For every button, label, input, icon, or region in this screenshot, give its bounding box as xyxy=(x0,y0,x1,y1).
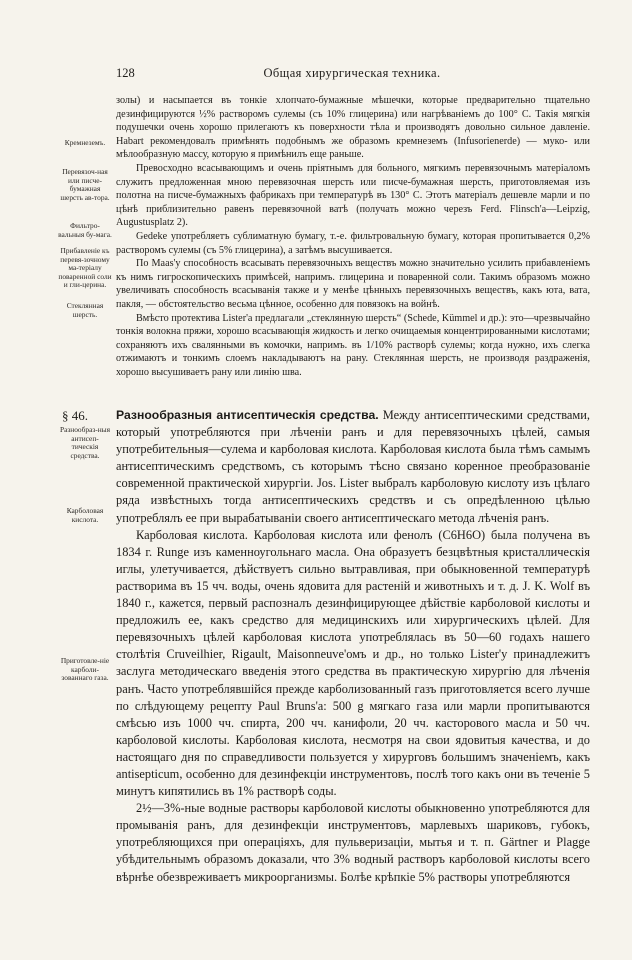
main-paragraph xyxy=(116,800,590,885)
margin-note-prigot: Приготовле-ніе карболи-зованнаго газа. xyxy=(60,656,110,683)
margin-note-steklo: Стеклянная шерсть. xyxy=(66,301,104,319)
small-paragraph: Превосходно всасывающимъ и очень пріятнымъ для больного, мягкимъ перевязочнымъ матеріаломъ служитъ предложенная мною перевязочная шерсть или писче-бумажная шерсть, приготовляемая изъ полотна на писче-бумажныхъ фабрикахъ при температурѣ въ 130° С. Этотъ матеріалъ дешевле марли и по цѣнѣ приблизительно равенъ перевязочной ватѣ (получать можно черезъ Ferd. Flinsch'a—Leipzig, Augustusplatz 2). xyxy=(116,162,590,229)
main-text-block xyxy=(116,407,590,886)
small-paragraph: Gedeke употребляетъ сублиматную бумагу, т.-е. фильтровальную бумагу, которая пропитывается 0,2% растворомъ сулемы (съ 5% глицерина), а затѣмъ высушивается. xyxy=(116,230,590,256)
margin-note-kremnezem: Кремнеземъ. xyxy=(64,138,106,147)
margin-note-karbol: Карболовая кислота. xyxy=(66,506,104,524)
small-paragraph: По Maas'у способность всасывать перевязочныхъ веществъ можно значительно усилить прибавленіемъ къ нимъ гигроскопическихъ примѣсей, напримъ. глицерина и поваренной соли. Такимъ образомъ можно увеличивать способность всасыванія также и у менѣе цѣнныхъ перевязочныхъ веществъ, какъ юта, вата, пакля, — обстоятельство весьма цѣнное, особенно для повязокъ на войнѣ. xyxy=(116,258,590,310)
margin-note-pribav: Прибавленіе къ перевя-зочному ма-теріалу поваренной соли и гли-церина. xyxy=(58,246,112,290)
running-header xyxy=(116,66,588,84)
running-title: Общая хирургическая техника. xyxy=(263,66,441,80)
section-number: § 46. xyxy=(62,408,88,423)
main-paragraph xyxy=(116,407,590,527)
small-paragraph: Вмѣсто протектива Lister'а предлагали „стеклянную шерсть“ (Schede, Kümmel и др.): это—чрезвычайно тонкія волокна пряжи, хорошо всасывающія жидкость и легко очищаемыя концентрированными кислотами; сохраняютъ ихъ свалянными въ комочки, напримъ. въ 1/10% растворѣ сулемы; когда нужно, ихъ слегка отжимаютъ и тонкимъ слоемъ накладываютъ на рану. Стеклянная шерсть, не производя раздраженія, хорошо высушиваетъ рану или линію шва. xyxy=(116,312,590,378)
section-heading: Разнообразныя антисептическія средства. xyxy=(116,408,379,422)
paragraph-text: Между антисептическими средствами, который употребляются при лѣченіи ранъ и для перевязочныхъ цѣлей, самыя употребительныя—сулема и карболовая кислота. Карболовая кислота была тѣмъ самымъ антисептическимъ средствомъ, съ которымъ тѣсно связано коренное преобразованіе современной практической хирургіи. Jos. Lister выбралъ карболовую кислоту изъ цѣлаго ряда извѣстныхъ тогда антисептическихъ средствъ и съ опредѣленною цѣлью употреблялъ ее при вырабатываніи своего антисептическаго метода лѣченія ранъ. xyxy=(116,408,590,525)
margin-note-peremyaz: Перевязоч-ная или писче-бумажная шерсть ав-тора. xyxy=(60,167,110,202)
small-paragraph: золы) и насыпается въ тонкіе хлопчато-бумажные мѣшечки, которые предварительно тщательно дезинфицируются ½% растворомъ сулемы (съ 10% глицерина) или нагрѣваніемъ до 100° С. Такія мягкія подушечки очень хорошо прилегаютъ къ поверхности тѣла и производятъ довольно сильное давленіе. Habart рекомендовалъ примѣнять подобнымъ же образомъ кремнеземъ (Infusorienerde) — муко- или мѣлообразную массу, которую я примѣнилъ еще раньше. xyxy=(116,95,590,161)
margin-note-raznoobr: Разнообраз-ныя антисеп-тическія средства. xyxy=(59,425,111,460)
small-print-block xyxy=(116,94,590,379)
margin-note-filtro: Фильтро-вальныя бу-мага. xyxy=(58,221,112,239)
main-paragraph xyxy=(116,527,590,801)
page-number: 128 xyxy=(116,66,135,80)
paragraph-text: 2½—3%-ные водные растворы карболовой кислоты обыкновенно употребляются для промыванія ранъ, для дезинфекціи инструментовъ, марлевыхъ шариковъ, губокъ, употребляющихся при операціяхъ, для пульверизаціи, мытья и т. п. Gärtner и Plagge убѣдительнымъ образомъ доказали, что 3% водный растворъ карболовой кислоты всего вѣрнѣе обезвреживаетъ микроорганизмы. Болѣе крѣпкіе 5% растворы употребляются xyxy=(116,801,590,884)
paragraph-text: Карболовая кислота. Карболовая кислота или фенолъ (C6H6O) была получена въ 1834 г. Runge изъ каменноугольнаго масла. Она образуетъ безцвѣтныя кристаллическія иглы, улетучивается, дѣйствуетъ сильно вытравливая, при обыкновенной температурѣ растворима въ 15 чч. воды, очень ядовита для растеній и животныхъ и т. д. J. K. Wolf въ 1840 г., кажется, первый распозналъ дезинфицирующее дѣйствіе карболовой кислоты и предложилъ ее, какъ средство для медицинскихъ или хирургическихъ цѣлей. Для перевязочныхъ цѣлей карболовая кислота употреблялась въ 50—60 годахъ нашего столѣтія Cruveilhier, Rigault, Maisonneuve'омъ и др., но только Lister'у принадлежитъ заслуга методическаго введенія этого средства въ практическую хирургію для лѣченія ранъ. Часто употреблявшійся прежде карболизованный газъ приготовляется всего лучше по слѣдующему рецепту Paul Bruns'а: 500 g мягкаго газа или марли пропитываются смѣсью изъ 1000 чч. спирта, 200 чч. канифоли, 20 чч. касторового масла и 50 чч. карболовой кислоты. Карболовая кислота, несмотря на свои ядовитыя качества, и до настоящаго дня по справедливости пользуется у хирурговъ большимъ значеніемъ, какъ antisepticum, особенно для дезинфекціи инструментовъ, послѣ того какъ они въ теченіе 5 минутъ кипятились въ 1% растворѣ соды. xyxy=(116,527,590,799)
